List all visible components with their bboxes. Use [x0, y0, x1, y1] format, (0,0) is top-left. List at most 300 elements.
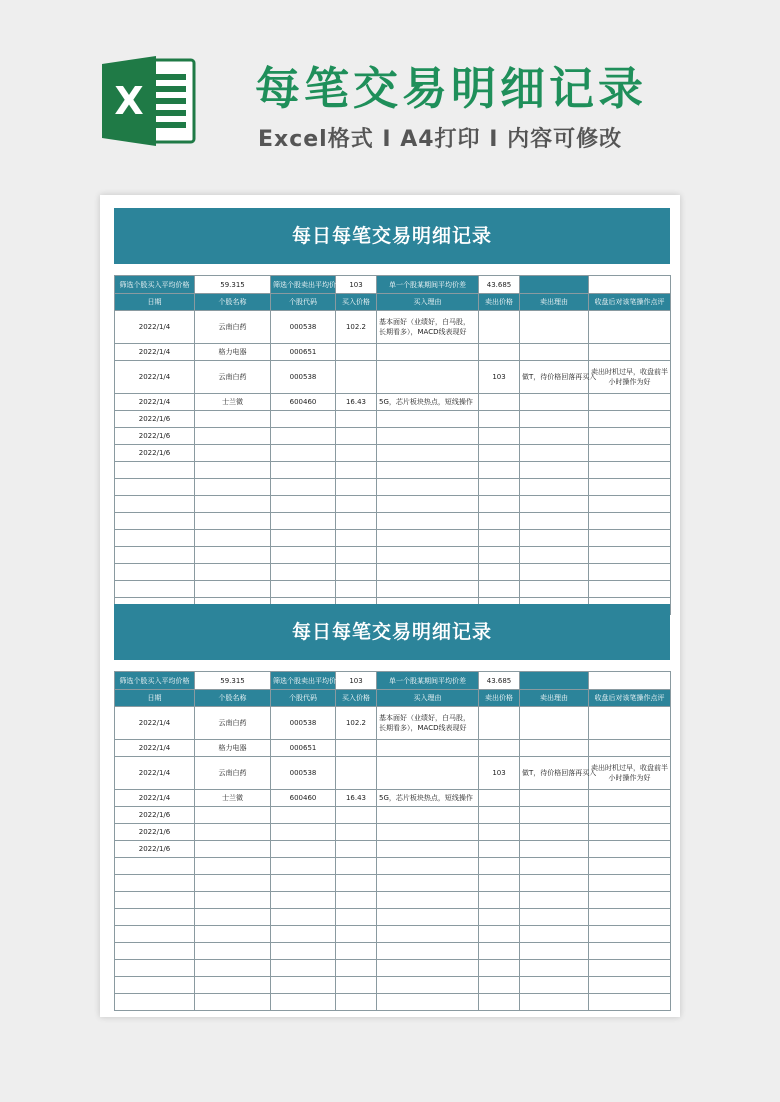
table-cell[interactable] — [479, 807, 520, 824]
table-cell[interactable] — [271, 943, 336, 960]
table-cell[interactable] — [195, 960, 271, 977]
table-cell[interactable] — [589, 394, 671, 411]
table-row — [115, 740, 671, 757]
table-cell[interactable] — [520, 707, 589, 740]
table-cell[interactable] — [271, 858, 336, 875]
table-cell[interactable] — [195, 824, 271, 841]
table-cell[interactable] — [589, 707, 671, 740]
table-cell[interactable]: 士兰微 — [195, 790, 271, 807]
table-cell[interactable] — [377, 581, 479, 598]
table-row — [115, 707, 671, 740]
table-cell[interactable] — [479, 496, 520, 513]
table-cell[interactable] — [520, 740, 589, 757]
trade-table — [114, 671, 671, 1011]
table-cell[interactable] — [336, 581, 377, 598]
table-cell[interactable] — [195, 496, 271, 513]
table-cell[interactable] — [336, 411, 377, 428]
table-cell[interactable] — [336, 977, 377, 994]
table-cell[interactable] — [589, 311, 671, 344]
table-cell[interactable] — [195, 445, 271, 462]
table-cell[interactable] — [589, 513, 671, 530]
table-cell[interactable] — [336, 909, 377, 926]
table-cell[interactable] — [115, 892, 195, 909]
column-header: 卖出理由 — [520, 294, 589, 311]
table-cell[interactable] — [195, 807, 271, 824]
table-row — [115, 943, 671, 960]
table-cell[interactable] — [589, 479, 671, 496]
table-cell[interactable]: 做T，待价格回落再买入 — [520, 757, 589, 790]
table-cell[interactable] — [479, 994, 520, 1011]
table-cell[interactable] — [589, 581, 671, 598]
table-cell[interactable] — [520, 824, 589, 841]
table-cell[interactable]: 102.2 — [336, 311, 377, 344]
column-header-row — [115, 690, 671, 707]
table-cell[interactable] — [520, 394, 589, 411]
table-cell[interactable] — [195, 547, 271, 564]
column-header: 卖出价格 — [479, 294, 520, 311]
table-cell[interactable] — [195, 479, 271, 496]
excel-icon — [100, 52, 198, 150]
table-row — [115, 926, 671, 943]
table-cell[interactable] — [271, 564, 336, 581]
table-cell[interactable] — [479, 926, 520, 943]
table-cell[interactable]: 2022/1/6 — [115, 841, 195, 858]
column-header: 买入价格 — [336, 294, 377, 311]
table-cell[interactable] — [589, 428, 671, 445]
table-cell[interactable]: 做T，待价格回落再买入 — [520, 361, 589, 394]
table-cell[interactable] — [115, 581, 195, 598]
table-cell[interactable] — [520, 790, 589, 807]
table-cell[interactable] — [589, 994, 671, 1011]
table-cell[interactable] — [520, 547, 589, 564]
table-row — [115, 564, 671, 581]
table-cell[interactable] — [479, 960, 520, 977]
table-cell[interactable] — [336, 875, 377, 892]
table-cell[interactable] — [520, 344, 589, 361]
table-cell[interactable] — [589, 740, 671, 757]
table-cell[interactable] — [271, 892, 336, 909]
table-cell[interactable] — [520, 875, 589, 892]
table-cell[interactable] — [336, 344, 377, 361]
table-cell[interactable] — [377, 445, 479, 462]
column-header: 买入价格 — [336, 690, 377, 707]
table-cell[interactable] — [589, 530, 671, 547]
column-header: 买入理由 — [377, 690, 479, 707]
table-cell[interactable] — [195, 977, 271, 994]
table-row — [115, 530, 671, 547]
table-cell[interactable] — [479, 513, 520, 530]
table-cell[interactable] — [195, 926, 271, 943]
column-header: 日期 — [115, 294, 195, 311]
table-cell[interactable] — [271, 513, 336, 530]
table-cell[interactable]: 16.43 — [336, 790, 377, 807]
summary-label: 单一个股某期间平均价差 — [377, 672, 479, 690]
table-cell[interactable] — [377, 858, 479, 875]
table-cell[interactable] — [520, 960, 589, 977]
table-cell[interactable] — [271, 960, 336, 977]
table-cell[interactable] — [377, 757, 479, 790]
table-cell[interactable] — [589, 462, 671, 479]
table-cell[interactable] — [589, 909, 671, 926]
table-cell[interactable] — [520, 943, 589, 960]
table-cell[interactable] — [479, 581, 520, 598]
table-cell[interactable] — [271, 428, 336, 445]
table-cell[interactable] — [589, 875, 671, 892]
table-cell[interactable] — [520, 462, 589, 479]
table-cell[interactable]: 000651 — [271, 344, 336, 361]
table-cell[interactable] — [195, 892, 271, 909]
table-cell[interactable] — [336, 740, 377, 757]
summary-label: 单一个股某期间平均价差 — [377, 276, 479, 294]
table-cell[interactable] — [589, 564, 671, 581]
column-header: 收盘后对该笔操作点评 — [589, 690, 671, 707]
table-cell[interactable] — [520, 411, 589, 428]
table-cell[interactable] — [115, 926, 195, 943]
summary-label: 筛选个股买入平均价格 — [115, 672, 195, 690]
table-cell[interactable] — [520, 581, 589, 598]
table-cell[interactable] — [115, 513, 195, 530]
table-cell[interactable] — [589, 977, 671, 994]
table-cell[interactable] — [479, 428, 520, 445]
table-cell[interactable] — [271, 875, 336, 892]
table-cell[interactable] — [377, 428, 479, 445]
table-cell[interactable] — [336, 530, 377, 547]
table-row — [115, 960, 671, 977]
table-cell[interactable] — [195, 581, 271, 598]
table-cell[interactable] — [589, 824, 671, 841]
table-cell[interactable] — [271, 445, 336, 462]
table-cell[interactable] — [479, 564, 520, 581]
table-cell[interactable] — [479, 547, 520, 564]
table-cell[interactable] — [377, 513, 479, 530]
summary-row — [115, 276, 671, 294]
column-header: 个股代码 — [271, 294, 336, 311]
table-cell[interactable] — [115, 909, 195, 926]
table-cell[interactable] — [479, 344, 520, 361]
table-cell[interactable] — [336, 428, 377, 445]
table-cell[interactable] — [115, 462, 195, 479]
table-cell[interactable] — [336, 841, 377, 858]
table-cell[interactable] — [336, 960, 377, 977]
table-cell[interactable] — [520, 479, 589, 496]
table-cell[interactable] — [377, 926, 479, 943]
table-cell[interactable] — [271, 994, 336, 1011]
paper-sheet — [100, 195, 680, 1017]
table-cell[interactable] — [377, 994, 479, 1011]
summary-value[interactable] — [589, 672, 671, 690]
table-cell[interactable]: 16.43 — [336, 394, 377, 411]
table-cell[interactable]: 2022/1/4 — [115, 361, 195, 394]
table-cell[interactable] — [520, 496, 589, 513]
table-cell[interactable] — [520, 311, 589, 344]
table-cell[interactable] — [377, 892, 479, 909]
table-cell[interactable] — [479, 445, 520, 462]
table-row — [115, 462, 671, 479]
table-cell[interactable] — [115, 994, 195, 1011]
summary-value[interactable]: 103 — [336, 672, 377, 690]
summary-value[interactable]: 59.315 — [195, 672, 271, 690]
table-cell[interactable]: 000538 — [271, 757, 336, 790]
table-cell[interactable] — [336, 926, 377, 943]
table-cell[interactable] — [589, 926, 671, 943]
table-cell[interactable] — [589, 445, 671, 462]
table-cell[interactable] — [336, 547, 377, 564]
table-cell[interactable]: 2022/1/4 — [115, 740, 195, 757]
table-row — [115, 807, 671, 824]
summary-value[interactable] — [589, 276, 671, 294]
table-cell[interactable] — [520, 564, 589, 581]
table-cell[interactable] — [271, 824, 336, 841]
table-cell[interactable]: 2022/1/4 — [115, 707, 195, 740]
table-cell[interactable]: 103 — [479, 361, 520, 394]
table-cell[interactable] — [589, 858, 671, 875]
summary-value[interactable]: 103 — [336, 276, 377, 294]
table-cell[interactable] — [115, 977, 195, 994]
table-cell[interactable] — [115, 479, 195, 496]
table-cell[interactable] — [479, 909, 520, 926]
table-cell[interactable] — [195, 841, 271, 858]
table-cell[interactable] — [336, 361, 377, 394]
table-cell[interactable] — [377, 977, 479, 994]
summary-value[interactable]: 59.315 — [195, 276, 271, 294]
table-row — [115, 479, 671, 496]
table-cell[interactable] — [479, 943, 520, 960]
table-cell[interactable] — [195, 875, 271, 892]
table-cell[interactable]: 云南白药 — [195, 311, 271, 344]
table-row — [115, 513, 671, 530]
table-cell[interactable] — [520, 530, 589, 547]
table-cell[interactable] — [271, 581, 336, 598]
table-cell[interactable] — [377, 361, 479, 394]
table-cell[interactable] — [377, 841, 479, 858]
table-cell[interactable] — [589, 790, 671, 807]
table-cell[interactable] — [377, 960, 479, 977]
table-cell[interactable] — [589, 807, 671, 824]
table-cell[interactable] — [479, 311, 520, 344]
table-cell[interactable] — [115, 496, 195, 513]
table-cell[interactable] — [520, 445, 589, 462]
table-cell[interactable] — [271, 547, 336, 564]
summary-row — [115, 672, 671, 690]
column-header: 收盘后对该笔操作点评 — [589, 294, 671, 311]
table-cell[interactable] — [377, 496, 479, 513]
table-cell[interactable] — [336, 445, 377, 462]
table-cell[interactable] — [377, 807, 479, 824]
table-cell[interactable] — [377, 344, 479, 361]
table-cell[interactable]: 000538 — [271, 361, 336, 394]
table-cell[interactable]: 000651 — [271, 740, 336, 757]
table-cell[interactable]: 2022/1/6 — [115, 824, 195, 841]
table-cell[interactable] — [479, 707, 520, 740]
table-cell[interactable]: 2022/1/6 — [115, 807, 195, 824]
column-header: 买入理由 — [377, 294, 479, 311]
table-cell[interactable]: 2022/1/4 — [115, 757, 195, 790]
table-cell[interactable] — [589, 841, 671, 858]
table-cell[interactable] — [520, 892, 589, 909]
table-cell[interactable] — [195, 564, 271, 581]
table-cell[interactable]: 格力电器 — [195, 344, 271, 361]
table-cell[interactable] — [115, 564, 195, 581]
table-row — [115, 757, 671, 790]
table-cell[interactable]: 基本面好（业绩好，白马股，长期看多），MACD线表现好 — [377, 707, 479, 740]
table-cell[interactable] — [271, 462, 336, 479]
table-cell[interactable] — [377, 943, 479, 960]
table-cell[interactable]: 600460 — [271, 394, 336, 411]
table-cell[interactable] — [195, 411, 271, 428]
table-cell[interactable]: 2022/1/4 — [115, 311, 195, 344]
table-cell[interactable]: 士兰微 — [195, 394, 271, 411]
table-cell[interactable] — [479, 530, 520, 547]
table-cell[interactable] — [520, 926, 589, 943]
table-cell[interactable] — [336, 858, 377, 875]
table-cell[interactable] — [336, 479, 377, 496]
table-cell[interactable]: 103 — [479, 757, 520, 790]
table-cell[interactable] — [589, 943, 671, 960]
table-cell[interactable] — [377, 740, 479, 757]
table-cell[interactable] — [479, 394, 520, 411]
table-cell[interactable] — [377, 909, 479, 926]
table-row — [115, 892, 671, 909]
summary-label: 筛选个股卖出平均价格 — [271, 672, 336, 690]
table-cell[interactable] — [520, 909, 589, 926]
summary-value[interactable]: 43.685 — [479, 276, 520, 294]
table-cell[interactable] — [377, 411, 479, 428]
table-row — [115, 361, 671, 394]
table-cell[interactable] — [377, 564, 479, 581]
table-cell[interactable] — [589, 411, 671, 428]
table-cell[interactable]: 云南白药 — [195, 361, 271, 394]
table-cell[interactable] — [479, 892, 520, 909]
table-cell[interactable] — [271, 841, 336, 858]
table-cell[interactable] — [195, 858, 271, 875]
table-cell[interactable] — [479, 875, 520, 892]
table-row — [115, 581, 671, 598]
table-cell[interactable] — [589, 496, 671, 513]
table-cell[interactable] — [115, 530, 195, 547]
table-cell[interactable] — [377, 547, 479, 564]
table-cell[interactable] — [479, 411, 520, 428]
table-cell[interactable] — [479, 462, 520, 479]
table-row — [115, 445, 671, 462]
table-cell[interactable]: 5G，芯片板块热点，短线操作 — [377, 790, 479, 807]
table-cell[interactable] — [377, 824, 479, 841]
table-cell[interactable]: 格力电器 — [195, 740, 271, 757]
table-cell[interactable]: 2022/1/6 — [115, 411, 195, 428]
table-cell[interactable] — [479, 858, 520, 875]
table-cell[interactable] — [336, 757, 377, 790]
table-cell[interactable] — [271, 807, 336, 824]
table-cell[interactable] — [479, 740, 520, 757]
table-cell[interactable] — [336, 943, 377, 960]
table-cell[interactable] — [589, 960, 671, 977]
table-cell[interactable] — [479, 790, 520, 807]
table-cell[interactable] — [195, 943, 271, 960]
table-cell[interactable] — [377, 530, 479, 547]
table-cell[interactable]: 102.2 — [336, 707, 377, 740]
table-cell[interactable] — [520, 807, 589, 824]
table-cell[interactable]: 基本面好（业绩好，白马股，长期看多），MACD线表现好 — [377, 311, 479, 344]
column-header: 卖出价格 — [479, 690, 520, 707]
table-cell[interactable]: 卖出时机过早，收盘前半小时操作为好 — [589, 361, 671, 394]
table-cell[interactable] — [271, 479, 336, 496]
table-cell[interactable]: 云南白药 — [195, 707, 271, 740]
table-cell[interactable]: 2022/1/6 — [115, 445, 195, 462]
table-cell[interactable] — [271, 496, 336, 513]
table-cell[interactable] — [336, 994, 377, 1011]
table-cell[interactable] — [589, 892, 671, 909]
table-cell[interactable]: 2022/1/4 — [115, 790, 195, 807]
table-cell[interactable] — [195, 428, 271, 445]
table-cell[interactable] — [589, 547, 671, 564]
table-cell[interactable] — [336, 513, 377, 530]
table-cell[interactable]: 云南白药 — [195, 757, 271, 790]
table-cell[interactable] — [377, 479, 479, 496]
table-cell[interactable] — [520, 428, 589, 445]
table-cell[interactable]: 2022/1/6 — [115, 428, 195, 445]
table-row — [115, 841, 671, 858]
table-cell[interactable] — [479, 479, 520, 496]
table-cell[interactable]: 2022/1/4 — [115, 344, 195, 361]
table-cell[interactable] — [479, 977, 520, 994]
table-cell[interactable] — [336, 807, 377, 824]
table-cell[interactable] — [479, 841, 520, 858]
table-cell[interactable] — [115, 875, 195, 892]
table-cell[interactable] — [195, 994, 271, 1011]
table-cell[interactable] — [336, 462, 377, 479]
table-cell[interactable] — [377, 875, 479, 892]
table-cell[interactable]: 000538 — [271, 707, 336, 740]
table-cell[interactable] — [271, 530, 336, 547]
table-cell[interactable] — [271, 926, 336, 943]
table-cell[interactable]: 600460 — [271, 790, 336, 807]
table-cell[interactable] — [520, 994, 589, 1011]
table-cell[interactable] — [520, 977, 589, 994]
table-cell[interactable] — [195, 462, 271, 479]
table-row — [115, 858, 671, 875]
table-cell[interactable] — [520, 513, 589, 530]
table-cell[interactable] — [336, 892, 377, 909]
table-cell[interactable] — [115, 960, 195, 977]
table-cell[interactable] — [271, 909, 336, 926]
table-cell[interactable] — [271, 977, 336, 994]
table-cell[interactable] — [195, 530, 271, 547]
table-cell[interactable] — [195, 513, 271, 530]
table-cell[interactable] — [479, 824, 520, 841]
table-cell[interactable]: 5G，芯片板块热点，短线操作 — [377, 394, 479, 411]
table-cell[interactable] — [520, 841, 589, 858]
table-row — [115, 311, 671, 344]
table-cell[interactable] — [271, 411, 336, 428]
table-cell[interactable] — [336, 824, 377, 841]
table-cell[interactable] — [115, 858, 195, 875]
summary-value[interactable]: 43.685 — [479, 672, 520, 690]
table-cell[interactable] — [115, 943, 195, 960]
trade-table — [114, 275, 671, 615]
page-subtitle: Excel格式 I A4打印 I 内容可修改 — [258, 127, 623, 152]
table-cell[interactable] — [115, 547, 195, 564]
table-cell[interactable] — [336, 564, 377, 581]
table-cell[interactable]: 2022/1/4 — [115, 394, 195, 411]
table-cell[interactable] — [195, 909, 271, 926]
table-cell[interactable]: 卖出时机过早，收盘前半小时操作为好 — [589, 757, 671, 790]
table-cell[interactable] — [589, 344, 671, 361]
table-cell[interactable] — [377, 462, 479, 479]
table-row — [115, 547, 671, 564]
column-header: 日期 — [115, 690, 195, 707]
table-cell[interactable] — [336, 496, 377, 513]
table-cell[interactable]: 000538 — [271, 311, 336, 344]
table-cell[interactable] — [520, 858, 589, 875]
